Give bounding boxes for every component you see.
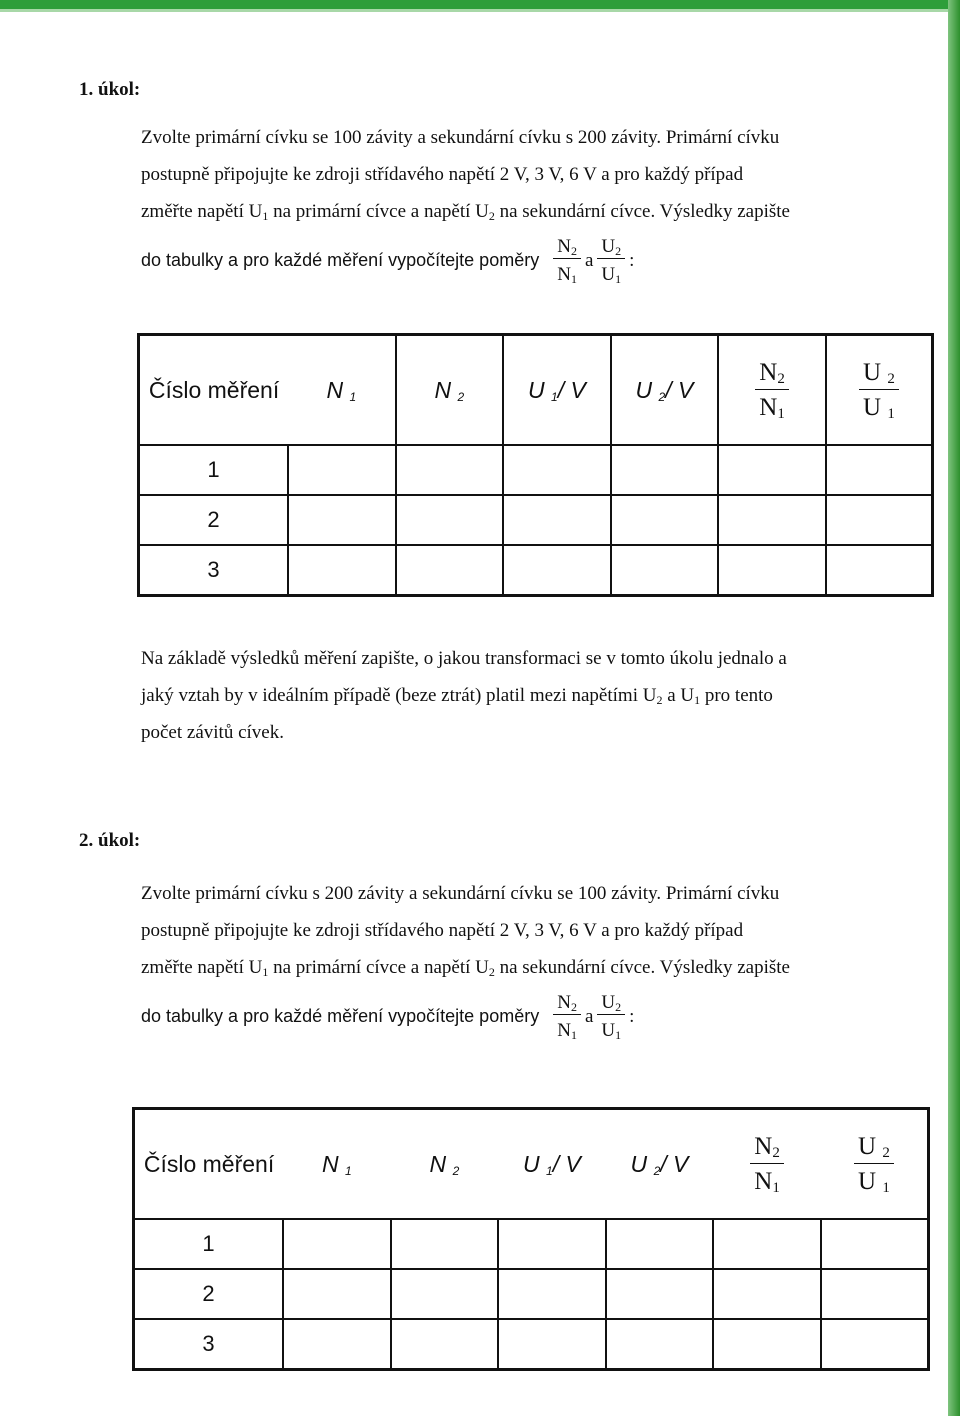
cell-ratio-u[interactable]: [821, 1319, 929, 1370]
header-u1: U $_1$/ V: [503, 335, 611, 446]
cell-n2[interactable]: [391, 1219, 499, 1269]
cell-u2[interactable]: [606, 1269, 714, 1319]
cell-u2[interactable]: [611, 495, 719, 545]
cell-u2[interactable]: [606, 1219, 714, 1269]
task2-measurement-table: [132, 1107, 930, 1371]
cell-n1[interactable]: [283, 1269, 391, 1319]
row-number: 3: [134, 1319, 284, 1370]
and-word: a: [584, 1005, 594, 1027]
ratio-u2-u1: $\frac{U_2}{U_1}$: [597, 235, 625, 286]
cell-n1[interactable]: [288, 545, 396, 596]
task1-line-3: změřte napětí $U_1$ na primární cívce a napětí $U_2$ na sekundární cívce. Výsledky zapište: [141, 201, 790, 223]
row-number: 3: [139, 545, 289, 596]
row-number: 1: [139, 445, 289, 495]
cell-n2[interactable]: [396, 445, 504, 495]
cell-ratio-n[interactable]: [713, 1219, 821, 1269]
header-n1: N $_1$: [288, 335, 396, 446]
cell-n2[interactable]: [396, 495, 504, 545]
task2-instructions: [141, 875, 881, 1046]
header-u2: U $_2$/ V: [611, 335, 719, 446]
header-n2: N $_2$: [391, 1109, 499, 1220]
cell-ratio-n[interactable]: [718, 445, 826, 495]
header-u1: U $_1$/ V: [498, 1109, 606, 1220]
task1-heading: 1. úkol:: [79, 79, 141, 100]
colon: :: [629, 1005, 635, 1027]
task1-line-2: postupně připojujte ke zdroji střídavého napětí 2 V, 3 V, 6 V a pro každý případ: [141, 164, 744, 185]
table-row: [139, 545, 933, 596]
cell-u1[interactable]: [503, 495, 611, 545]
header-ratio-u: $\frac{U _2}{U _1}$: [826, 335, 933, 446]
cell-u2[interactable]: [611, 545, 719, 596]
cell-n2[interactable]: [391, 1319, 499, 1370]
header-ratio-n: $\frac{N_2}{N_1}$: [713, 1109, 821, 1220]
header-cislo-mereni: Číslo měření: [134, 1109, 284, 1220]
conclusion-line-1: Na základě výsledků měření zapište, o jakou transformaci se v tomto úkolu jednalo a: [141, 648, 787, 669]
cell-ratio-u[interactable]: [821, 1269, 929, 1319]
cell-n2[interactable]: [391, 1269, 499, 1319]
header-cislo-mereni: Číslo měření: [139, 335, 289, 446]
cell-ratio-u[interactable]: [826, 445, 933, 495]
cell-ratio-u[interactable]: [826, 545, 933, 596]
task2-line-2: postupně připojujte ke zdroji střídavého napětí 2 V, 3 V, 6 V a pro každý případ: [141, 920, 744, 941]
task2-line-4: do tabulky a pro každé měření vypočítejte poměry: [141, 1005, 540, 1026]
cell-ratio-u[interactable]: [821, 1219, 929, 1269]
cell-u2[interactable]: [606, 1319, 714, 1370]
cell-n1[interactable]: [288, 495, 396, 545]
cell-ratio-u[interactable]: [826, 495, 933, 545]
task2-ratio-line: [141, 986, 881, 1046]
header-ratio-n: $\frac{N_2}{N_1}$: [718, 335, 826, 446]
cell-n2[interactable]: [396, 545, 504, 596]
and-word: a: [584, 249, 594, 271]
header-ratio-u: $\frac{U _2}{U _1}$: [821, 1109, 929, 1220]
cell-n1[interactable]: [288, 445, 396, 495]
header-n1: N $_1$: [283, 1109, 391, 1220]
task1-ratio-line: [141, 230, 881, 290]
table-row: [134, 1319, 929, 1370]
row-number: 1: [134, 1219, 284, 1269]
row-number: 2: [134, 1269, 284, 1319]
cell-n1[interactable]: [283, 1219, 391, 1269]
top-accent-shade: [0, 9, 960, 12]
table-row: [134, 1269, 929, 1319]
header-n2: N $_2$: [396, 335, 504, 446]
cell-u1[interactable]: [498, 1319, 606, 1370]
table-header-row: [134, 1109, 929, 1220]
table-header-row: [139, 335, 933, 446]
colon: :: [629, 249, 635, 271]
cell-u1[interactable]: [503, 545, 611, 596]
table-row: [139, 495, 933, 545]
task2-line-1: Zvolte primární cívku s 200 závity a sekundární cívku se 100 závity. Primární cívku: [141, 883, 780, 904]
cell-n1[interactable]: [283, 1319, 391, 1370]
cell-ratio-n[interactable]: [718, 495, 826, 545]
top-accent-bar: [0, 0, 960, 9]
cell-u2[interactable]: [611, 445, 719, 495]
row-number: 2: [139, 495, 289, 545]
task2-heading: 2. úkol:: [79, 830, 141, 851]
conclusion-line-3: počet závitů cívek.: [141, 722, 284, 743]
cell-u1[interactable]: [498, 1219, 606, 1269]
task1-line-1: Zvolte primární cívku se 100 závity a sekundární cívku s 200 závity. Primární cívku: [141, 127, 780, 148]
right-accent-bar: [948, 0, 960, 1416]
cell-ratio-n[interactable]: [718, 545, 826, 596]
cell-ratio-n[interactable]: [713, 1269, 821, 1319]
task1-line-4: do tabulky a pro každé měření vypočítejte poměry: [141, 249, 540, 270]
task1-conclusion: [141, 640, 881, 751]
ratio-u2-u1: $\frac{U_2}{U_1}$: [597, 991, 625, 1042]
table-row: [134, 1219, 929, 1269]
cell-u1[interactable]: [498, 1269, 606, 1319]
conclusion-line-2: jaký vztah by v ideálním případě (beze ztrát) platil mezi napětími $U_2$ a $U_1$ pro tento: [141, 685, 773, 707]
header-u2: U $_2$/ V: [606, 1109, 714, 1220]
ratio-n2-n1: $\frac{N_2}{N_1}$: [553, 991, 581, 1042]
ratio-n2-n1: $\frac{N_2}{N_1}$: [553, 235, 581, 286]
cell-ratio-n[interactable]: [713, 1319, 821, 1370]
table-row: [139, 445, 933, 495]
cell-u1[interactable]: [503, 445, 611, 495]
task2-line-3: změřte napětí $U_1$ na primární cívce a napětí $U_2$ na sekundární cívce. Výsledky zapište: [141, 957, 790, 979]
task1-instructions: [141, 119, 881, 290]
task1-measurement-table: [137, 333, 934, 597]
